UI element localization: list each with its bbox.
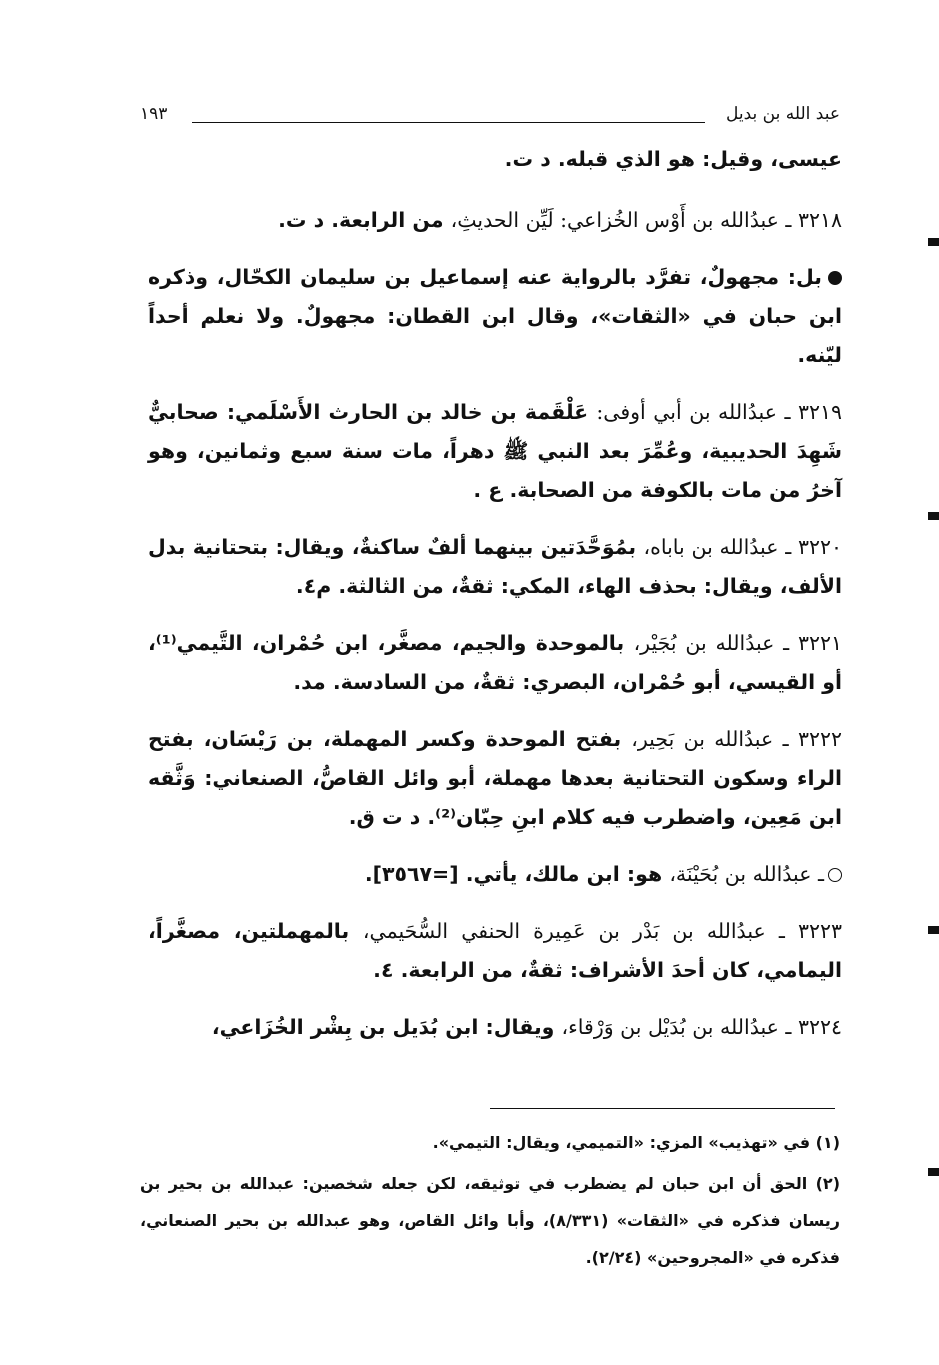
- entry-heading: ٣٢٢٠ ـ عبدُالله بن باباه،: [643, 535, 842, 559]
- footnote-1: (١) في «تهذيب» المزي: «التميمي، ويقال: التيمي».: [432, 1133, 840, 1152]
- entry-cross-reference: [148, 855, 842, 894]
- entry-description: بفتح الموحدة وكسر المهملة، بن رَيْسَان، بفتح الراء وسكون التحتانية بعدها مهملة، أبو وائل القاصُّ، الصنعاني: وَثَّقه ابن مَعِين، واضطرب فيه كلام ابنِ حِبّان⁽²⁾. د ت ق.: [148, 727, 842, 829]
- entry-heading: ـ عبدُالله بن بُحَيْنَة،: [669, 862, 824, 886]
- margin-tab-mark: [928, 1168, 939, 1176]
- entry-3219: [148, 393, 842, 510]
- filled-circle-icon: [828, 271, 842, 285]
- entry-3220: [148, 528, 842, 606]
- footnote-separator: [490, 1108, 835, 1109]
- entry-heading: ٣٢١٩ ـ عبدُالله بن أبي أوفى:: [596, 400, 843, 424]
- main-text: [148, 140, 842, 1065]
- open-circle-icon: [828, 868, 842, 882]
- entry-description: عيسى، وقيل: هو الذي قبله. د ت.: [504, 147, 842, 171]
- entry-description: من الرابعة. د ت.: [278, 208, 451, 232]
- entry-description: عَلْقَمة بن خالد بن الحارث الأَسْلَمي: صحابيٌّ شَهِدَ الحديبية، وعُمِّرَ بعد النبي ﷺ دهراً، مات سنة سبع وثمانين، وهو آخرُ من مات بالكوفة من الصحابة. ع .: [148, 400, 842, 502]
- entry-description: بالمهملتين، مصغَّراً، اليمامي، كان أحدَ الأشراف: ثقةٌ، من الرابعة. ٤.: [148, 919, 842, 982]
- header-rule: [192, 122, 705, 123]
- entry-description: بالموحدة والجيم، مصغَّر، ابن حُمْران، التَّيمي⁽¹⁾، أو القيسي، أبو حُمْران، البصري: ثقةٌ، من السادسة. مد.: [148, 631, 842, 694]
- page-number: ١٩٣: [140, 104, 168, 124]
- entry-heading: ٣٢٢٤ ـ عبدُالله بن بُدَيْل بن وَرْقاء،: [561, 1015, 842, 1039]
- entry-remark: [148, 258, 842, 375]
- header-title: عبد الله بن بديل: [726, 104, 840, 124]
- margin-tab-mark: [928, 926, 939, 934]
- entry-3223: [148, 912, 842, 990]
- entry-description: بمُوَحَّدَتين بينهما ألفٌ ساكنةٌ، ويقال: بتحتانية بدل الألف، ويقال: بحذف الهاء، المكي: ثقةٌ، من الثالثة. م٤.: [148, 535, 842, 598]
- entry-heading: ٣٢٢٣ ـ عبدُالله بن بَدْر بن عَمِيرة الحنفي السُّحَيمي،: [362, 919, 842, 943]
- margin-tab-mark: [928, 512, 939, 520]
- footnotes: [140, 1124, 840, 1280]
- entry-3224: [148, 1008, 842, 1047]
- entry-continuation: [148, 140, 842, 179]
- entry-description: ويقال: ابن بُدَيل بن بِشْر الخُزَاعي،: [211, 1015, 562, 1039]
- entry-heading: ٣٢٢١ ـ عبدُالله بن بُجَيْر،: [633, 631, 842, 655]
- entry-description: هو: ابن مالك، يأتي. [=٣٥٦٧].: [364, 862, 670, 886]
- entry-3218: [148, 201, 842, 240]
- entry-3222: [148, 720, 842, 837]
- margin-tab-mark: [928, 238, 939, 246]
- running-header: [140, 100, 840, 136]
- entry-heading: ٣٢٢٢ ـ عبدُالله بن بَحِير،: [631, 727, 842, 751]
- entry-heading: ٣٢١٨ ـ عبدُالله بن أَوْس الخُزاعي: لَيِّن الحديثِ،: [450, 208, 842, 232]
- entry-description: بل: مجهولٌ، تفرَّد بالرواية عنه إسماعيل بن سليمان الكحّال، وذكره ابن حبان في «الثقات»، وقال ابن القطان: مجهولٌ. ولا نعلم أحداً ليّنه.: [148, 265, 842, 367]
- footnote-2: (٢) الحق أن ابن حبان لم يضطرب في توثيقه، لكن جعله شخصين: عبدالله بن بحير بن ريسان فذكره في «الثقات» (٨/٣٣١)، وأبا وائل القاص، وهو عبدالله بن بحير الصنعاني، فذكره في «المجروحين» (٢/٢٤).: [140, 1174, 841, 1267]
- entry-3221: [148, 624, 842, 702]
